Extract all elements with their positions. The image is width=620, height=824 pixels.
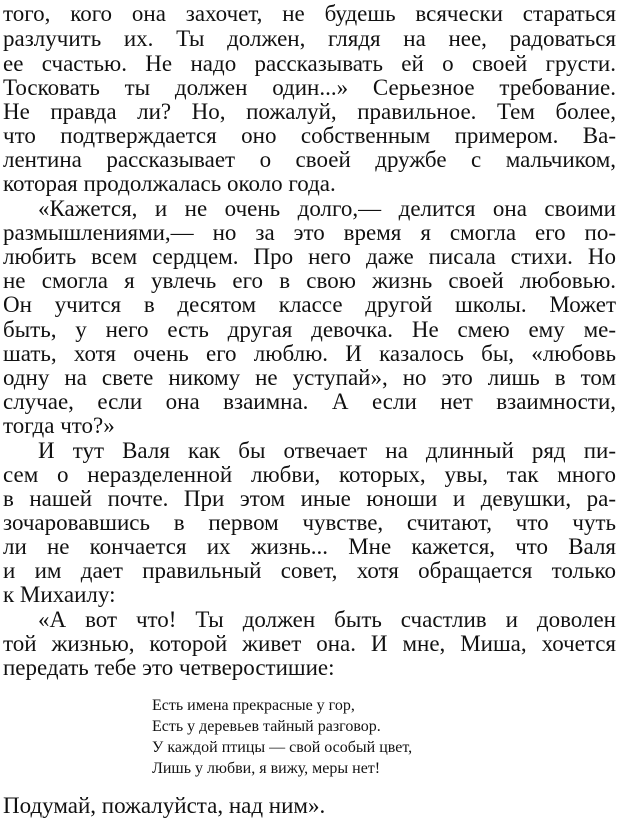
text-line: ли не кончается их жизнь... Мне кажется, что Валя (3, 535, 616, 559)
text-line: которая продолжалась около года. (3, 172, 336, 196)
closing-line: Подумай, пожалуйста, над ним». (3, 793, 326, 818)
text-line: того, кого она захочет, не будешь всячески стараться (3, 2, 616, 26)
text-line: разлучить их. Ты должен, глядя на нее, радоваться (3, 27, 616, 51)
text-line: «Кажется, и не очень долго,— делится она своими (38, 197, 616, 221)
text-line: «А вот что! Ты должен быть счастлив и доволен (38, 608, 616, 632)
text-line: в нашей почте. При этом иные юноши и девушки, ра- (3, 487, 616, 511)
text-line: быть, у него есть другая девочка. Не смею ему ме- (3, 318, 616, 342)
poem-line: Есть у деревьев тайный разговор. (152, 718, 381, 735)
poem-line: Лишь у любви, я вижу, меры нет! (152, 760, 381, 777)
poem-line: Есть имена прекрасные у гор, (152, 697, 355, 714)
text-line: случае, если она взаимна. А если нет взаимности, (3, 390, 616, 414)
text-line: Не правда ли? Но, пожалуй, правильное. Тем более, (3, 100, 616, 124)
text-line: шать, хотя очень его люблю. И казалось бы, «любовь (3, 342, 616, 366)
text-line: размышлениями,— но за это время я смогла его по- (3, 221, 616, 245)
text-line: одну на свете никому не уступай», но это лишь в том (3, 366, 616, 390)
text-line: не смогла я увлечь его в свою жизнь своей любовью. (3, 269, 616, 293)
text-line: тогда что?» (3, 414, 115, 438)
text-line: любить всем сердцем. Про него даже писала стихи. Но (3, 245, 616, 269)
text-line: что подтверждается оно собственным примером. Ва- (3, 124, 616, 148)
text-line: ее счастью. Не надо рассказывать ей о своей грусти. (3, 52, 616, 76)
text-line: сем о неразделенной любви, которых, увы, так много (3, 463, 616, 487)
text-line: передать тебе это четверостишие: (3, 656, 335, 680)
text-line: Он учится в десятом классе другой школы. Может (3, 293, 616, 317)
text-line: лентина рассказывает о своей дружбе с мальчиком, (3, 148, 616, 172)
poem-line: У каждой птицы — свой особый цвет, (152, 739, 413, 756)
text-line: и им дает правильный совет, хотя обращается только (3, 559, 616, 583)
text-line: зочаровавшись в первом чувстве, считают, что чуть (3, 511, 616, 535)
text-line: к Михаилу: (3, 583, 116, 607)
text-line: И тут Валя как бы отвечает на длинный ряд пи- (38, 439, 616, 463)
text-line: Тосковать ты должен один...» Серьезное требование. (3, 76, 616, 100)
text-line: той жизнью, которой живет она. И мне, Миша, хочется (3, 632, 616, 656)
